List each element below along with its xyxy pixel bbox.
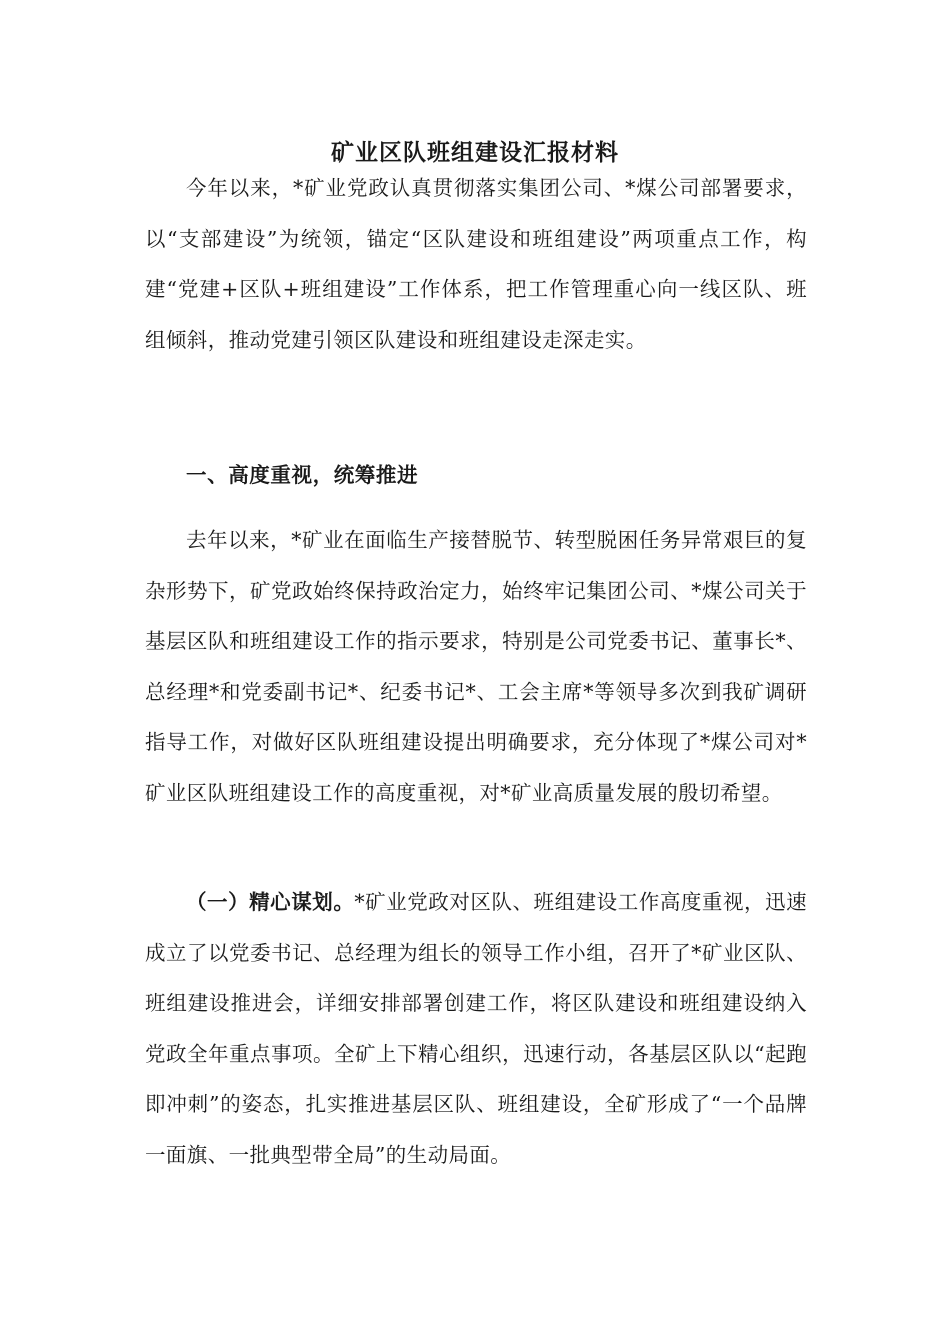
subsection-body: *矿业党政对区队、班组建设工作高度重视，迅速成立了以党委书记、总经理为组长的领导工作小组，召开了*矿业区队、班组建设推进会，详细安排部署创建工作，将区队建设和班组建设纳入党政全年重点事项。全矿上下精心组织，迅速行动，各基层区队以“起跑即冲刺”的姿态，扎实推进基层区队、班组建设，全矿形成了“一个品牌一面旗、一批典型带全局”的生动局面。 [145, 890, 807, 1167]
subsection-paragraph [145, 877, 807, 1180]
intro-paragraph: 今年以来，*矿业党政认真贯彻落实集团公司、*煤公司部署要求，以“支部建设”为统领，锚定“区队建设和班组建设”两项重点工作，构建“党建+区队+班组建设”工作体系，把工作管理重心向一线区队、班组倾斜，推动党建引领区队建设和班组建设走深走实。 [145, 176, 807, 352]
section-heading: 一、高度重视，统筹推进 [186, 463, 419, 487]
section-paragraph: 去年以来，*矿业在面临生产接替脱节、转型脱困任务异常艰巨的复杂形势下，矿党政始终保持政治定力，始终牢记集团公司、*煤公司关于基层区队和班组建设工作的指示要求，特别是公司党委书记、董事长*、总经理*和党委副书记*、纪委书记*、工会主席*等领导多次到我矿调研指导工作，对做好区队班组建设提出明确要求，充分体现了*煤公司对*矿业区队班组建设工作的高度重视，对*矿业高质量发展的殷切希望。 [145, 528, 807, 805]
document-title: 矿业区队班组建设汇报材料 [331, 140, 619, 166]
subsection-lead: （一）精心谋划。 [186, 890, 355, 914]
